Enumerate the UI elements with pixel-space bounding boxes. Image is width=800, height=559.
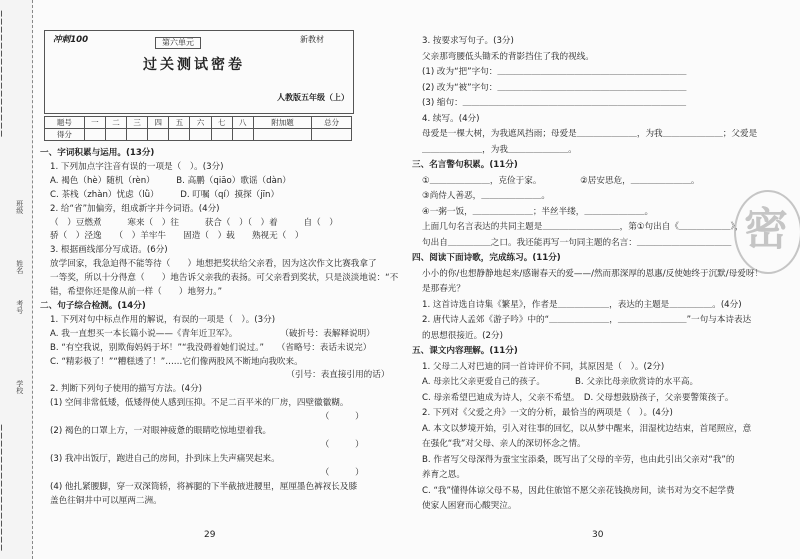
section-heading: 五、课文内容理解。(11分) (412, 346, 518, 356)
text-line: 在强化“我”对父母、亲人的深切怀念之情。 (422, 439, 586, 449)
text-line: (2) 改为“被”字句：＿＿＿＿＿＿＿＿＿＿＿＿＿＿＿＿＿＿＿＿＿＿ (422, 82, 687, 93)
text-line: （ ）豆燃煮 寒来（ ）往 获合（ ）（ ）着 自（ ） (50, 217, 338, 228)
section-heading: 一、字词积累与运用。(13分) (40, 148, 155, 158)
page-title: 过关测试密卷 (143, 57, 245, 73)
text-line: (1) 空间非常低矮，低矮得使人感到压抑。不足二百平米的厂房，四壁徽徽糊。 (50, 398, 349, 409)
text-line: ④一粥一饭，＿＿＿＿＿＿＿；半丝半缕，＿＿＿＿＿＿＿。 (422, 206, 654, 217)
text-line: 使家人困窘而心酸哭泣。 (422, 501, 517, 511)
score-table-header-row (45, 117, 352, 129)
score-table-score-row (45, 129, 352, 141)
score-cell: 五 (169, 117, 190, 129)
section-heading: 三、名言警句积累。(11分) (412, 160, 518, 170)
text-line: 1. 这首诗选自诗集《繁星》，作者是＿＿＿＿＿＿，表达的主题是＿＿＿＿＿。(4分) (422, 299, 742, 310)
text-line: 1. 下列加点字注音有误的一项是（ ）。(3分) (50, 161, 224, 172)
score-input[interactable] (232, 129, 253, 141)
unit-badge: 第六单元 (155, 37, 201, 49)
score-input[interactable] (253, 129, 311, 141)
text-line: 2. 判断下列句子使用的描写方法。(4分) (50, 384, 203, 395)
text-line: 3. 按要求写句子。(3分) (422, 36, 514, 46)
text-line: （ ） (50, 467, 364, 478)
binding-label-school: 学校 (15, 380, 24, 394)
text-line: 2. 下列对《父爱之舟》一文的分析，最恰当的两项是（ ）。(4分) (422, 408, 673, 418)
text-line: A. 母亲比父亲更爱自己的孩子。 B. 父亲比母亲欣赏诗的水平高。 (422, 377, 699, 387)
score-cell: 七 (211, 117, 232, 129)
score-input[interactable] (105, 129, 126, 141)
text-line: 骄（ ）泾逸 （ ）羊牢牛 固造（ ）载 熟视无（ ） (50, 231, 304, 242)
text-line: 3. 根据画线部分写成语。(6分) (50, 245, 168, 256)
page-number-right: 30 (592, 530, 604, 540)
text-line: 是那春光？ (422, 284, 465, 294)
page-number-left: 29 (204, 530, 216, 540)
text-line: ③尚侍人善恶，＿＿＿＿＿＿＿。 (422, 191, 551, 201)
grade-label: 人教版五年级（上） (277, 93, 349, 102)
text-line: （引号：表直接引用的话） (50, 370, 390, 381)
text-line: 句出自＿＿＿＿＿之口。我还能再写一句同主题的名言：＿＿＿＿＿＿＿＿＿＿＿ (422, 237, 732, 248)
score-input[interactable] (127, 129, 148, 141)
brand-label: 冲刺100 (53, 35, 89, 45)
text-line: ①＿＿＿＿＿＿＿，克俭于家。 ②居安思危，＿＿＿＿＿＿＿。 (422, 175, 700, 186)
edition-tag: 新教材 (300, 35, 324, 44)
text-line: 父亲那弯腰低头锄禾的背影挡住了我的视线。 (422, 51, 594, 62)
stamp-char: 密 (744, 204, 788, 255)
text-line: C. “精彩极了！”“糟糕透了！”……它们像两股风不断地向我吹来。 (50, 356, 303, 367)
score-cell: 一 (84, 117, 105, 129)
text-line: (3) 我冲出饭厅，跑进自己的房间，扑到床上失声痛哭起来。 (50, 453, 280, 464)
text-line: （ ） (50, 412, 364, 423)
binding-label-number: 考号 (15, 300, 24, 314)
score-cell: 二 (105, 117, 126, 129)
section-heading: 二、句子综合检测。(14分) (40, 300, 146, 311)
text-line: (3) 缩句：＿＿＿＿＿＿＿＿＿＿＿＿＿＿＿＿＿＿＿＿＿＿＿＿＿＿ (422, 98, 687, 108)
text-line: 的思想很接近。(2分) (422, 330, 503, 341)
score-cell: 六 (190, 117, 211, 129)
binding-zigzag-bottom (1, 420, 13, 548)
binding-label-class: 班级 (15, 200, 24, 214)
text-line: A. 褐色（hè）随机（rèn） B. 高鹏（qiāo）歌谣（dàn） (50, 175, 291, 186)
score-cell: 题号 (45, 117, 85, 129)
score-table (44, 116, 352, 141)
binding-zigzag-top (1, 6, 13, 134)
score-cell: 得分 (45, 129, 85, 141)
score-input[interactable] (148, 129, 169, 141)
text-line: (1) 改为“把”字句：＿＿＿＿＿＿＿＿＿＿＿＿＿＿＿＿＿＿＿＿＿＿ (422, 67, 687, 77)
text-line: B. 作者写父母深得为蚕宝宝添桑，既写出了父母的辛劳，也由此引出父亲对“我”的 (422, 454, 735, 465)
text-line: 小小的你/也想静静地起来/感谢春天的爱——/然而那深厚的恩惠/反使她终于沉默/母爱呀！ (422, 268, 764, 279)
text-line: 放学回家，我急迫得不能等待（ ）地想把奖状给父亲看，因为这次作文比赛我拿了 (50, 259, 377, 270)
text-line: （ ） (50, 439, 364, 450)
text-line: 2. 唐代诗人孟郊《游子吟》中的“＿＿＿＿＿＿＿，＿＿＿＿＿＿＿＿”一句与本诗表达 (422, 315, 752, 325)
score-cell: 附加题 (253, 117, 311, 129)
text-line: 上面几句名言表达的共同主题是＿＿＿＿＿＿＿＿＿，第①句出自《＿＿＿＿＿＿》， (422, 222, 744, 232)
text-line: 1. 下列对句中标点作用的解说，有误的一项是（ ）。(3分) (50, 314, 276, 325)
score-input[interactable] (211, 129, 232, 141)
text-line: 错，希望你还是像从前一样（ ）地努力。” (50, 287, 223, 297)
text-line: 盖色往铜井中可以厘两二洲。 (50, 495, 162, 506)
score-input[interactable] (190, 129, 211, 141)
score-input[interactable] (84, 129, 105, 141)
text-line: A. 本文以梦境开始，引入对往事的回忆，以从梦中醒来，泪湿枕边结束，首尾照应，意 (422, 423, 752, 434)
section-heading: 四、阅读下面诗歌，完成练习。(11分) (412, 253, 561, 263)
score-cell: 四 (148, 117, 169, 129)
binding-margin (0, 0, 33, 559)
score-cell: 八 (232, 117, 253, 129)
text-line: 2. 给“省”加偏旁，组成新字并今词语。(4分) (50, 203, 220, 214)
text-line: (2) 褐色的口罩上方，一对眼神疲惫的眼睛吃惊地望着我。 (50, 426, 272, 436)
text-line: C. “我”懂得体谅父母不易，因此住旅馆不愿父亲花钱换房间，读书对为交不起学费 (422, 485, 735, 496)
text-line: A. 我一直想买一本长篇小说——《青年近卫军》。 （破折号：表解释说明） (50, 328, 375, 339)
score-cell: 三 (127, 117, 148, 129)
title-box (44, 30, 354, 114)
score-input[interactable] (169, 129, 190, 141)
binding-label-name: 姓名 (15, 260, 24, 274)
text-line: ＿＿＿＿＿＿＿，为我＿＿＿＿＿＿＿。 (422, 144, 577, 155)
text-line: 养育之恩。 (422, 470, 465, 480)
score-cell: 总分 (312, 117, 352, 129)
text-line: 1. 父母二人对巴迪的同一首诗评价不同，其原因是（ ）。(2分) (422, 361, 665, 372)
text-line: C. 母亲希望巴迪成为诗人，父亲不希望。 D. 父母想鼓励孩子，父亲要警策孩子。 (422, 392, 734, 403)
text-line: 4. 续写。(4分) (422, 113, 480, 124)
text-line: B. “有空我说，别欺侮妈妈于坏！”“我没碍着她们说过。” （省略号：表话未说完） (50, 342, 372, 353)
score-input[interactable] (312, 129, 352, 141)
text-line: 一等奖，所以十分得意（ ）地告诉父亲我的表扬。可父亲看到奖状，只是淡淡地说：“不 (50, 273, 399, 284)
secret-stamp (734, 190, 800, 274)
text-line: (4) 他扎紧腰脚，穿一双深筒轿，将裤腿的下半截掖进腰里，厘厘墨色裤衩长及膝 (50, 481, 358, 492)
text-line: C. 茶栈（zhàn）忧虑（lǜ） D. 叮嘱（qí）摸探（jīn） (50, 189, 280, 200)
text-line: 母爱是一棵大树，为我遮风挡雨；母爱是＿＿＿＿＿＿＿，为我＿＿＿＿＿＿＿；父爱是 (422, 129, 758, 139)
